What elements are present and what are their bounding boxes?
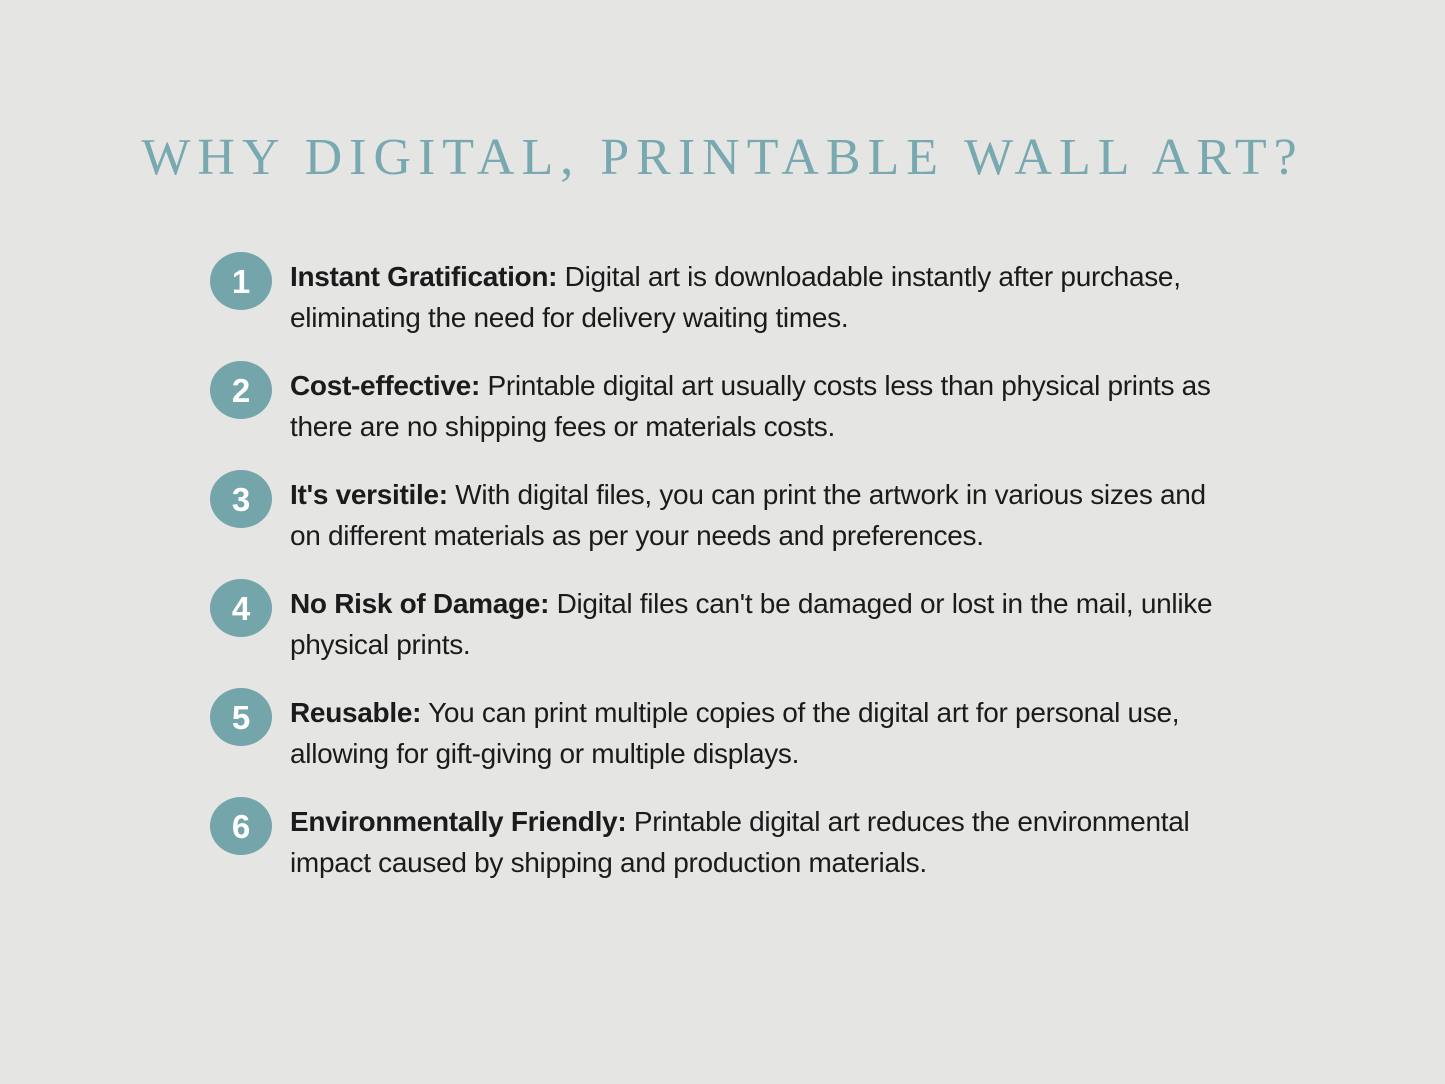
benefit-text-1: [290, 256, 1238, 338]
page-title: WHY DIGITAL, PRINTABLE WALL ART?: [141, 129, 1304, 186]
number-badge-5: 5: [210, 688, 272, 746]
number-badge-6: 6: [210, 797, 272, 855]
benefit-lead-2: Cost-effective:: [290, 370, 480, 401]
benefits-list: [210, 252, 1240, 906]
number-badge-4: 4: [210, 579, 272, 637]
benefit-item-4: [210, 579, 1240, 665]
benefit-text-3: [290, 474, 1238, 556]
benefit-lead-4: No Risk of Damage:: [290, 588, 550, 619]
number-badge-3: 3: [210, 470, 272, 528]
number-badge-1: 1: [210, 252, 272, 310]
benefit-lead-5: Reusable:: [290, 697, 422, 728]
benefit-lead-1: Instant Gratification:: [290, 261, 558, 292]
benefit-text-2: [290, 365, 1238, 447]
benefit-body-2: Printable digital art usually costs less than physical prints as there are no shipping fees or materials costs.: [290, 370, 1211, 442]
benefit-text-5: [290, 692, 1238, 774]
benefit-text-4: [290, 583, 1238, 665]
benefit-lead-3: It's versitile:: [290, 479, 448, 510]
benefit-item-1: [210, 252, 1240, 338]
benefit-item-3: [210, 470, 1240, 556]
benefit-lead-6: Environmentally Friendly:: [290, 806, 627, 837]
benefit-item-6: [210, 797, 1240, 883]
benefit-body-3: With digital files, you can print the artwork in various sizes and on different materials as per your needs and preferences.: [290, 479, 1206, 551]
benefit-body-1: Digital art is downloadable instantly after purchase, eliminating the need for delivery waiting times.: [290, 261, 1181, 333]
benefit-item-5: [210, 688, 1240, 774]
benefit-body-6: Printable digital art reduces the environmental impact caused by shipping and production materials.: [290, 806, 1190, 878]
benefit-body-5: You can print multiple copies of the digital art for personal use, allowing for gift-giving or multiple displays.: [290, 697, 1180, 769]
benefit-item-2: [210, 361, 1240, 447]
number-badge-2: 2: [210, 361, 272, 419]
benefit-body-4: Digital files can't be damaged or lost in the mail, unlike physical prints.: [290, 588, 1213, 660]
benefit-text-6: [290, 801, 1238, 883]
